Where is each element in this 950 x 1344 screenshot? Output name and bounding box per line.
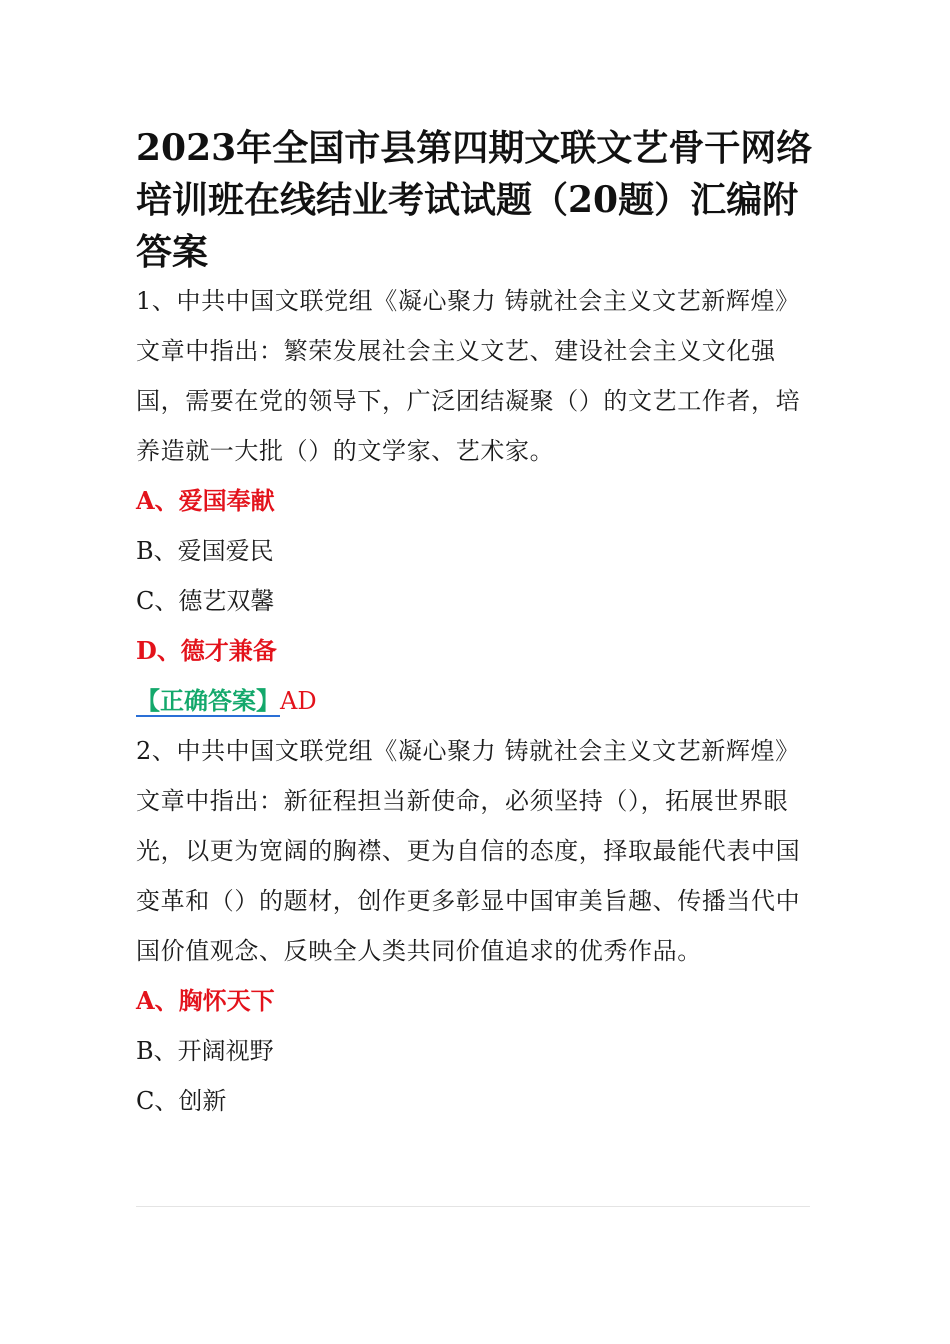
option-b: B、爱国爱民 <box>136 537 274 565</box>
answer-label: 【正确答案】 <box>136 686 280 715</box>
question-2 <box>136 726 816 1126</box>
option-a: A、爱国奉献 <box>136 486 275 515</box>
page-divider <box>136 1206 810 1207</box>
option-c: C、德艺双馨 <box>136 587 275 615</box>
question-stem: 1、中共中国文联党组《凝心聚力 铸就社会主义文艺新辉煌》文章中指出：繁荣发展社会主义文艺、建设社会主义文化强国，需要在党的领导下，广泛团结凝聚（）的文艺工作者，培养造就一大批（）的文学家、艺术家。 <box>136 287 801 465</box>
option-a: A、胸怀天下 <box>136 986 275 1015</box>
option-b: B、开阔视野 <box>136 1037 274 1065</box>
question-stem: 2、中共中国文联党组《凝心聚力 铸就社会主义文艺新辉煌》文章中指出：新征程担当新使命，必须坚持（），拓展世界眼光，以更为宽阔的胸襟、更为自信的态度，择取最能代表中国变革和（）的题材，创作更多彰显中国审美旨趣、传播当代中国价值观念、反映全人类共同价值追求的优秀作品。 <box>136 737 801 965</box>
correct-answer <box>136 676 816 726</box>
option-d: D、德才兼备 <box>136 636 277 665</box>
answer-value: AD <box>280 687 317 715</box>
question-list <box>136 276 816 1126</box>
option-c: C、创新 <box>136 1087 227 1115</box>
document-title: 2023年全国市县第四期文联文艺骨干网络培训班在线结业考试试题（20题）汇编附答案 <box>136 127 813 273</box>
question-1 <box>136 276 816 726</box>
